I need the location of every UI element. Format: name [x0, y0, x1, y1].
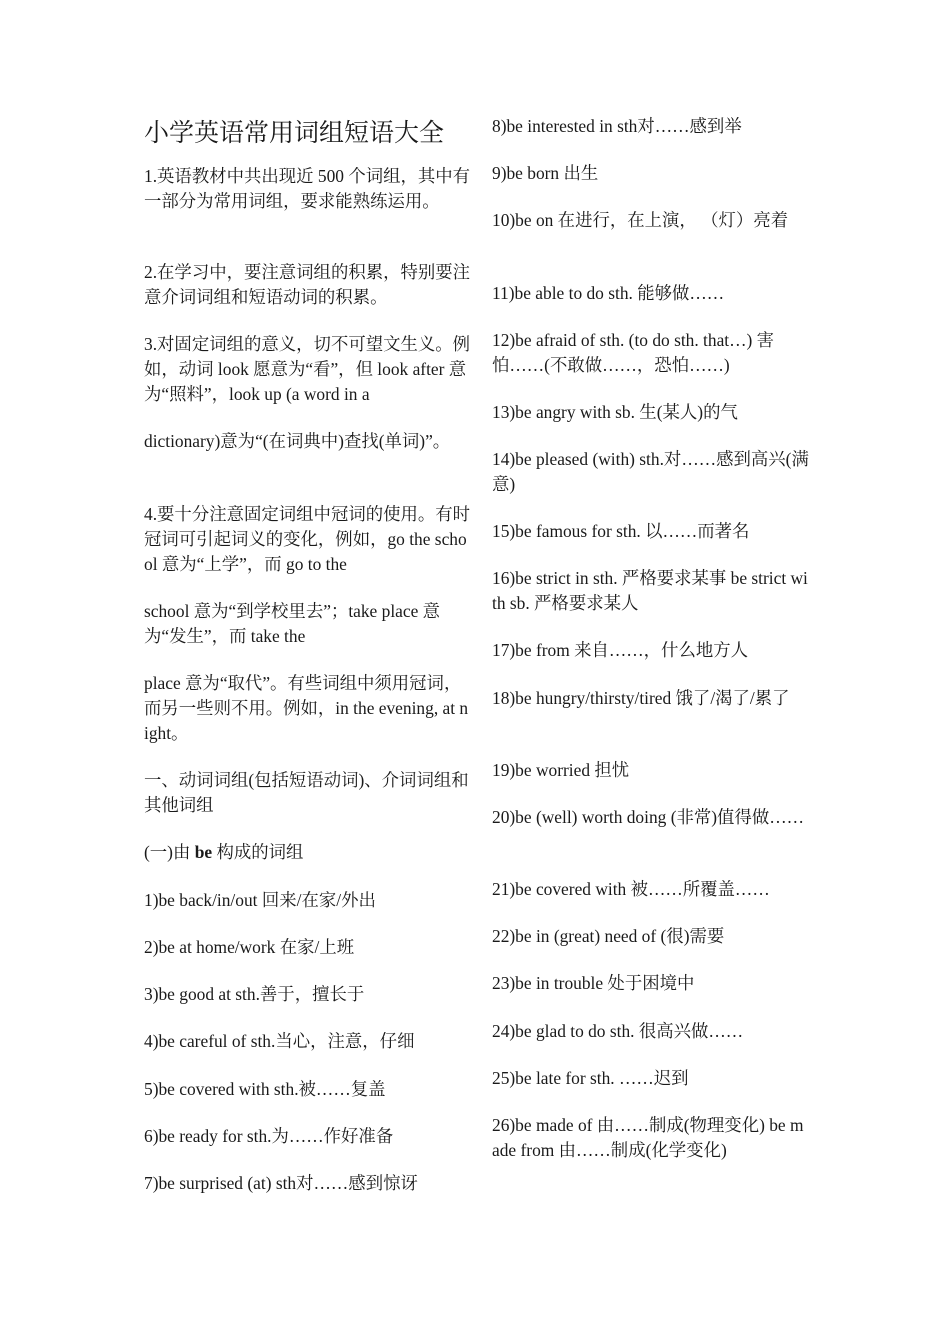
- phrase-item: 19)be worried 担忧: [492, 760, 630, 780]
- phrase-item: 3)be good at sth.善于，擅长于: [144, 984, 365, 1004]
- phrase-item: 22)be in (great) need of (很)需要: [492, 926, 725, 946]
- intro-paragraph-1: 1.英语教材中共出现近 500 个词组，其中有一部分为常用词组，要求能熟练运用。: [144, 166, 471, 211]
- phrase-item: 2)be at home/work 在家/上班: [144, 937, 355, 957]
- page-title: 小学英语常用词组短语大全: [144, 118, 445, 147]
- intro-paragraph-2: 2.在学习中，要注意词组的积累，特别要注意介词词组和短语动词的积累。: [144, 262, 471, 307]
- subsection-prefix: (一)由: [144, 842, 195, 862]
- phrase-item: 7)be surprised (at) sth对……感到惊讶: [144, 1173, 418, 1193]
- phrase-item: 21)be covered with 被……所覆盖……: [492, 879, 770, 899]
- phrase-item: 16)be strict in sth. 严格要求某事 be strict with sb. 严格要求某人: [492, 568, 808, 613]
- phrase-item: 10)be on 在进行，在上演， （灯）亮着: [492, 210, 789, 230]
- phrase-item: 18)be hungry/thirsty/tired 饿了/渴了/累了: [492, 688, 790, 708]
- intro-paragraph-4-end: place 意为“取代”。有些词组中须用冠词，而另一些则不用。例如，in the evening, at night。: [144, 673, 469, 743]
- phrase-item: 26)be made of 由……制成(物理变化) be made from 由……制成(化学变化): [492, 1115, 804, 1160]
- phrase-item: 13)be angry with sb. 生(某人)的气: [492, 402, 738, 422]
- phrase-item: 8)be interested in sth对……感到举: [492, 116, 742, 136]
- phrase-item: 17)be from 来自……，什么地方人: [492, 640, 749, 660]
- phrase-item: 15)be famous for sth. 以……而著名: [492, 521, 750, 541]
- phrase-item: 14)be pleased (with) sth.对……感到高兴(满意): [492, 449, 809, 494]
- phrase-item: 9)be born 出生: [492, 163, 599, 183]
- phrase-item: 1)be back/in/out 回来/在家/外出: [144, 890, 376, 910]
- intro-paragraph-3-continued: dictionary)意为“(在词典中)查找(单词)”。: [144, 431, 451, 451]
- phrase-item: 6)be ready for sth.为……作好准备: [144, 1126, 394, 1146]
- phrase-item: 5)be covered with sth.被……复盖: [144, 1079, 386, 1099]
- phrase-item: 12)be afraid of sth. (to do sth. that…) 害怕……(不敢做……，恐怕……): [492, 330, 775, 375]
- phrase-item: 23)be in trouble 处于困境中: [492, 973, 695, 993]
- phrase-item: 4)be careful of sth.当心，注意，仔细: [144, 1031, 415, 1051]
- intro-paragraph-4-continued: school 意为“到学校里去”；take place 意为“发生”，而 take the: [144, 601, 441, 646]
- subsection-suffix: 构成的词组: [212, 842, 304, 862]
- subsection-heading: [144, 840, 472, 865]
- phrase-item: 11)be able to do sth. 能够做……: [492, 283, 725, 303]
- subsection-keyword: be: [194, 842, 213, 862]
- intro-paragraph-4: 4.要十分注意固定词组中冠词的使用。有时冠词可引起词义的变化，例如，go the school 意为“上学”，而 go to the: [144, 504, 471, 574]
- phrase-item: 20)be (well) worth doing (非常)值得做……: [492, 807, 805, 827]
- phrase-item: 24)be glad to do sth. 很高兴做……: [492, 1021, 744, 1041]
- section-heading: 一、动词词组(包括短语动词)、介词词组和其他词组: [144, 770, 469, 815]
- intro-paragraph-3: 3.对固定词组的意义，切不可望文生义。例如，动词 look 愿意为“看”，但 look after 意为“照料”，look up (a word in a: [144, 334, 471, 404]
- phrase-item: 25)be late for sth. ……迟到: [492, 1068, 689, 1088]
